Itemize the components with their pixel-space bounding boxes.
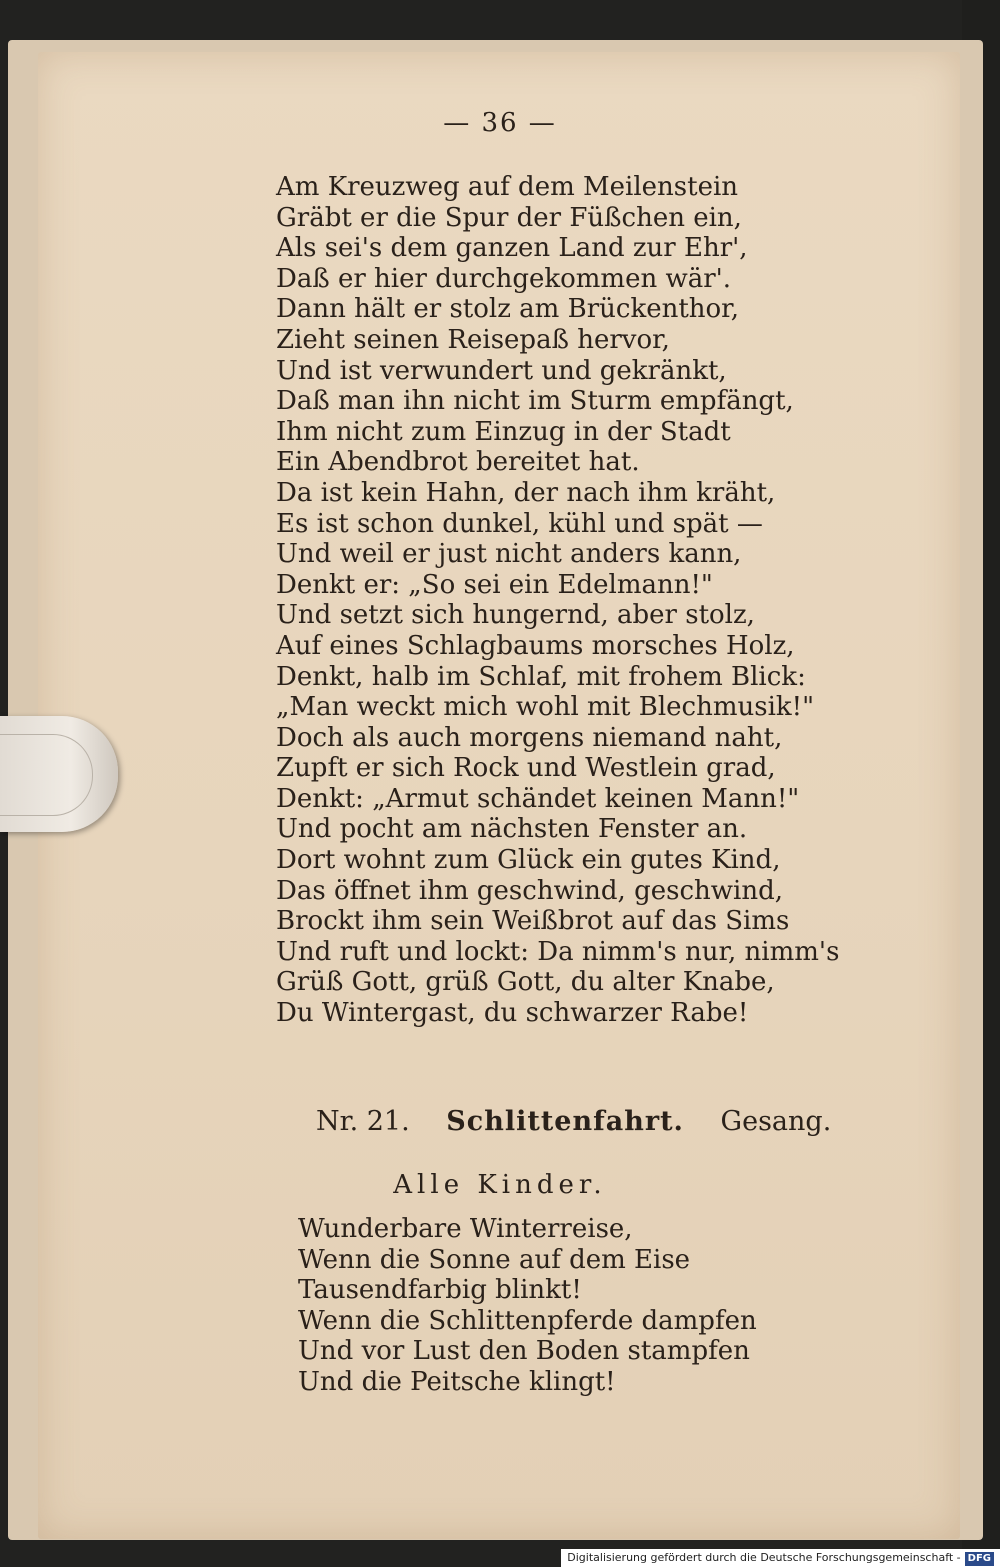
poem-line: Es ist schon dunkel, kühl und spät — [276, 508, 763, 539]
poem-line: Dort wohnt zum Glück ein gutes Kind, [276, 845, 781, 876]
poem-line: Zupft er sich Rock und Westlein grad, [276, 753, 776, 784]
poem-line: Und setzt sich hungernd, aber stolz, [276, 600, 755, 631]
poem-line: Brockt ihm sein Weißbrot auf das Sims [276, 906, 790, 937]
paper-clip-loop [0, 734, 93, 816]
poem-line: Du Wintergast, du schwarzer Rabe! [276, 998, 749, 1029]
section-heading [316, 1106, 831, 1137]
poem-line: Denkt er: „So sei ein Edelmann!" [276, 569, 713, 600]
poem-block [276, 172, 839, 1029]
digitization-credit [561, 1549, 1000, 1567]
poem-line: Dann hält er stolz am Brückenthor, [276, 294, 740, 325]
poem-line: Als sei's dem ganzen Land zur Ehr', [276, 233, 748, 264]
poem-line: Doch als auch morgens niemand naht, [276, 722, 783, 753]
section-title: Schlittenfahrt. [446, 1106, 684, 1137]
paper-clip [0, 716, 118, 832]
poem-line: Da ist kein Hahn, der nach ihm kräht, [276, 477, 776, 508]
song-line: Und die Peitsche klingt! [298, 1366, 616, 1397]
song-line: Wunderbare Winterreise, [298, 1214, 633, 1244]
song-block [298, 1214, 757, 1398]
poem-line: Und weil er just nicht anders kann, [276, 539, 742, 570]
poem-line: Denkt: „Armut schändet keinen Mann!" [276, 783, 800, 814]
dfg-logo: DFG [965, 1552, 994, 1566]
poem-line: „Man weckt mich wohl mit Blechmusik!" [276, 692, 815, 723]
poem-line: Daß man ihn nicht im Sturm empfängt, [276, 386, 794, 417]
page-number: — 36 — [443, 108, 557, 138]
credit-text: Digitalisierung gefördert durch die Deutsche Forschungsgemeinschaft - [567, 1551, 961, 1564]
section-kind: Gesang. [720, 1106, 832, 1137]
section-number: Nr. 21. [316, 1106, 410, 1137]
poem-line: Am Kreuzweg auf dem Meilenstein [276, 172, 739, 202]
poem-line: Das öffnet ihm geschwind, geschwind, [276, 875, 783, 906]
song-line: Tausendfarbig blinkt! [298, 1275, 582, 1306]
poem-line: Und pocht am nächsten Fenster an. [276, 814, 748, 845]
poem-line: Auf eines Schlagbaums morsches Holz, [276, 630, 795, 661]
voices-subheading: Alle Kinder. [393, 1170, 607, 1200]
poem-line: Und ist verwundert und gekränkt, [276, 355, 727, 386]
poem-line: Und ruft und lockt: Da nimm's nur, nimm's [276, 936, 840, 967]
poem-line: Zieht seinen Reisepaß hervor, [276, 324, 670, 355]
song-line: Wenn die Schlittenpferde dampfen [298, 1305, 757, 1336]
song-line: Wenn die Sonne auf dem Eise [298, 1244, 691, 1275]
poem-line: Daß er hier durchgekommen wär'. [276, 263, 732, 294]
poem-line: Ein Abendbrot bereitet hat. [276, 447, 640, 478]
poem-line: Denkt, halb im Schlaf, mit frohem Blick: [276, 661, 806, 692]
poem-line: Gräbt er die Spur der Füßchen ein, [276, 202, 742, 233]
poem-line: Grüß Gott, grüß Gott, du alter Knabe, [276, 967, 775, 998]
poem-line: Ihm nicht zum Einzug in der Stadt [276, 416, 731, 447]
song-line: Und vor Lust den Boden stampfen [298, 1336, 750, 1367]
